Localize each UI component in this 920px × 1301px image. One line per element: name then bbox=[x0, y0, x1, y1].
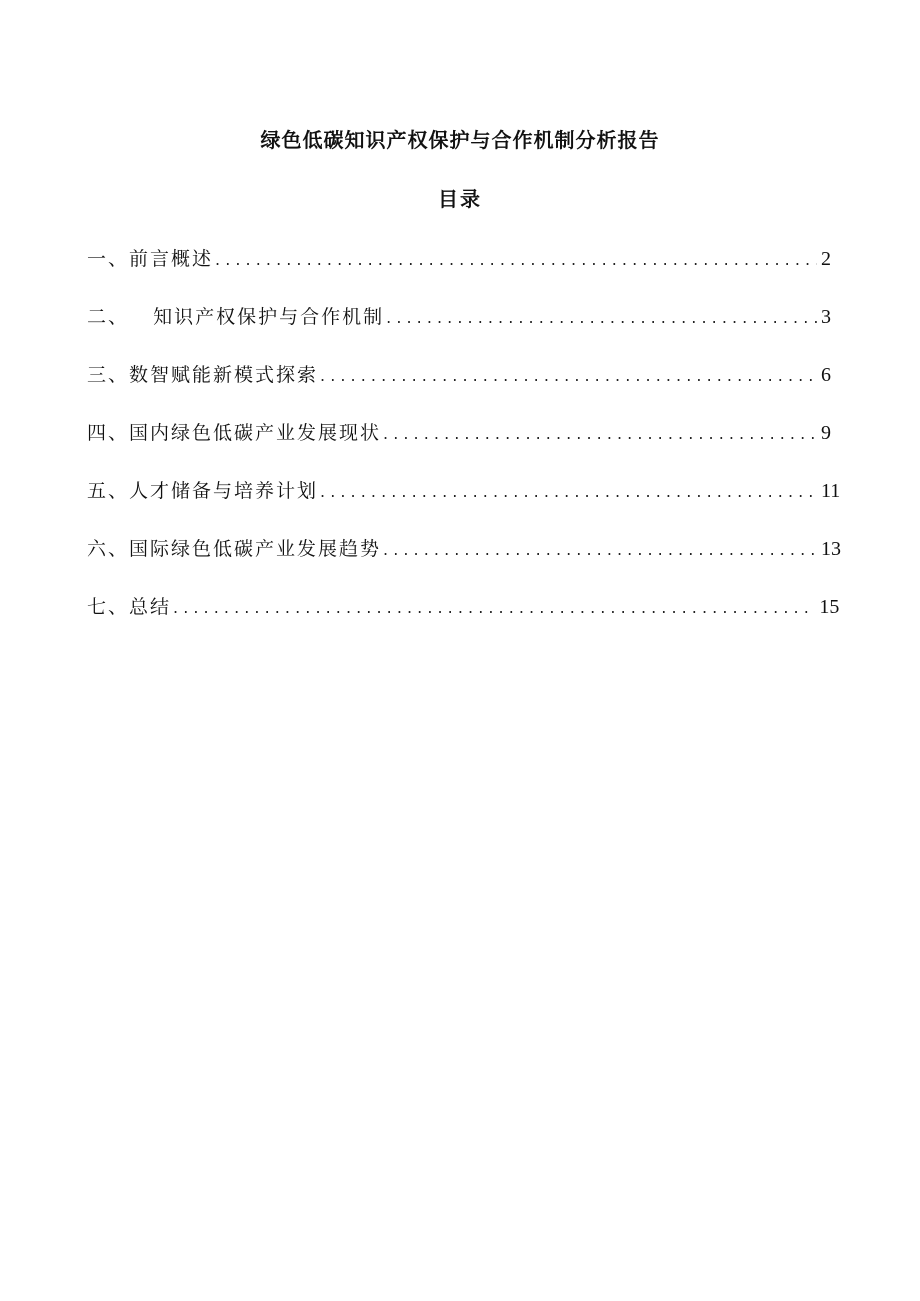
toc-dot-leader bbox=[386, 303, 817, 333]
toc-entry-label: 数智赋能新模式探索 bbox=[129, 364, 319, 386]
toc-entry-number: 六、 bbox=[87, 538, 130, 560]
toc-entry-preface[interactable] bbox=[87, 244, 831, 302]
toc-heading: 目录 bbox=[438, 187, 482, 211]
toc-entry-page: 9 bbox=[821, 422, 831, 444]
toc-entry-ip-protection[interactable] bbox=[87, 302, 831, 360]
toc-entry-label: 前言概述 bbox=[129, 248, 214, 270]
toc-dot-leader bbox=[215, 245, 817, 275]
toc-entry-talent-plan[interactable] bbox=[87, 476, 841, 534]
toc-entry-international-trends[interactable] bbox=[87, 534, 841, 592]
toc-dot-leader bbox=[320, 477, 817, 507]
toc-entry-label: 国际绿色低碳产业发展趋势 bbox=[129, 538, 382, 560]
toc-entry-number: 三、 bbox=[87, 364, 130, 386]
toc-entry-label: 国内绿色低碳产业发展现状 bbox=[129, 422, 382, 444]
toc-dot-leader bbox=[320, 361, 817, 391]
toc-entry-label: 总结 bbox=[129, 596, 172, 618]
toc-entry-page: 13 bbox=[821, 538, 841, 560]
toc-entry-number: 七、 bbox=[87, 596, 130, 618]
toc-entry-page: 6 bbox=[821, 364, 831, 386]
toc-entry-page: 3 bbox=[821, 306, 831, 328]
toc-dot-leader bbox=[383, 419, 817, 449]
table-of-contents bbox=[87, 244, 841, 650]
toc-entry-number: 四、 bbox=[87, 422, 130, 444]
toc-entry-page: 2 bbox=[821, 248, 831, 270]
toc-entry-number: 一、 bbox=[87, 248, 130, 270]
toc-entry-page: 11 bbox=[821, 480, 841, 502]
toc-entry-summary[interactable] bbox=[87, 592, 840, 650]
toc-entry-label: 知识产权保护与合作机制 bbox=[153, 306, 385, 328]
toc-dot-leader bbox=[173, 593, 815, 623]
toc-entry-digital-models[interactable] bbox=[87, 360, 831, 418]
toc-entry-number: 五、 bbox=[87, 480, 130, 502]
toc-entry-domestic-status[interactable] bbox=[87, 418, 831, 476]
document-title: 绿色低碳知识产权保护与合作机制分析报告 bbox=[260, 128, 660, 152]
toc-entry-number: 二、 bbox=[87, 306, 154, 328]
toc-dot-leader bbox=[383, 535, 817, 565]
toc-entry-page: 15 bbox=[819, 596, 840, 618]
toc-entry-label: 人才储备与培养计划 bbox=[129, 480, 319, 502]
